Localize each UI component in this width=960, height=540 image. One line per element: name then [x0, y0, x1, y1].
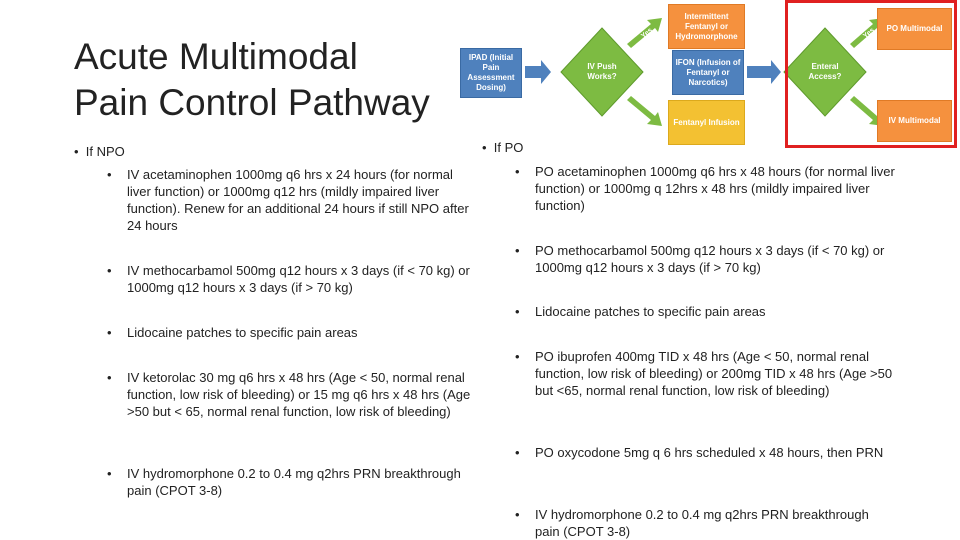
ifon-label: IFON (Infusion of Fentanyl or Narcotics) — [675, 57, 741, 87]
npo-item: • IV hydromorphone 0.2 to 0.4 mg q2hrs PRN breakthrough pain (CPOT 3-8) — [107, 466, 461, 498]
enteral-label: Enteral Access? — [808, 62, 842, 81]
fentanyl-infusion-label: Fentanyl Infusion — [673, 117, 740, 127]
intermittent-label: Intermittent Fentanyl or Hydromorphone — [675, 11, 738, 41]
po-column — [480, 0, 960, 540]
yes-label-2: Yes — [862, 26, 876, 41]
po-heading-text: If PO — [493, 140, 524, 155]
po-item: • PO methocarbamol 500mg q12 hours x 3 days (if < 70 kg) or 1000mg q12 hours x 3 days (if > 70 kg) — [515, 243, 885, 275]
title-line-2: Pain Control Pathway — [74, 82, 430, 123]
no-label-2: No — [863, 97, 876, 110]
po-multimodal-label: PO Multimodal — [886, 24, 943, 33]
ivpush-label: IV Push Works? — [587, 62, 617, 81]
yes-label-1: Yes — [640, 26, 654, 41]
ipad-label: IPAD (Initial Pain Assessment Dosing) — [467, 53, 515, 92]
po-item: • PO acetaminophen 1000mg q6 hrs x 48 hours (for normal liver function) or 1000mg q 12hrs x 48 hrs (mildly impaired liver function) — [515, 164, 895, 213]
po-item: • PO oxycodone 5mg q 6 hrs scheduled x 48 hours, then PRN — [515, 445, 884, 460]
npo-item: • IV acetaminophen 1000mg q6 hrs x 24 hours (for normal liver function) or 1000mg q12 hrs (mildly impaired liver function). Renew for an additional 24 hours if still NPO after 24 hours — [107, 167, 469, 233]
po-item: • IV hydromorphone 0.2 to 0.4 mg q2hrs PRN breakthrough pain (CPOT 3-8) — [515, 507, 869, 539]
iv-multimodal-label: IV Multimodal — [888, 116, 941, 125]
title-line-1: Acute Multimodal — [74, 36, 358, 77]
po-heading: • If PO — [482, 140, 524, 155]
npo-item: • Lidocaine patches to specific pain areas — [107, 325, 358, 340]
npo-item: • IV ketorolac 30 mg q6 hrs x 48 hrs (Age < 50, normal renal function, low risk of bleeding) or 15 mg q6 hrs x 48 hrs (Age >50 but < 65, normal renal function, low risk of bleeding) — [107, 370, 471, 419]
no-label-1: No — [641, 97, 654, 110]
npo-heading-text: If NPO — [85, 144, 125, 159]
npo-item: • IV methocarbamol 500mg q12 hours x 3 days (if < 70 kg) or 1000mg q12 hours x 3 days (if > 70 kg) — [107, 263, 470, 295]
po-item: • Lidocaine patches to specific pain areas — [515, 304, 766, 319]
po-item: • PO ibuprofen 400mg TID x 48 hrs (Age < 50, normal renal function, low risk of bleeding) or 200mg TID x 48 hrs (Age >50 but <65, normal renal function, low risk of bleeding) — [515, 349, 893, 398]
npo-heading: • If NPO — [74, 144, 125, 159]
